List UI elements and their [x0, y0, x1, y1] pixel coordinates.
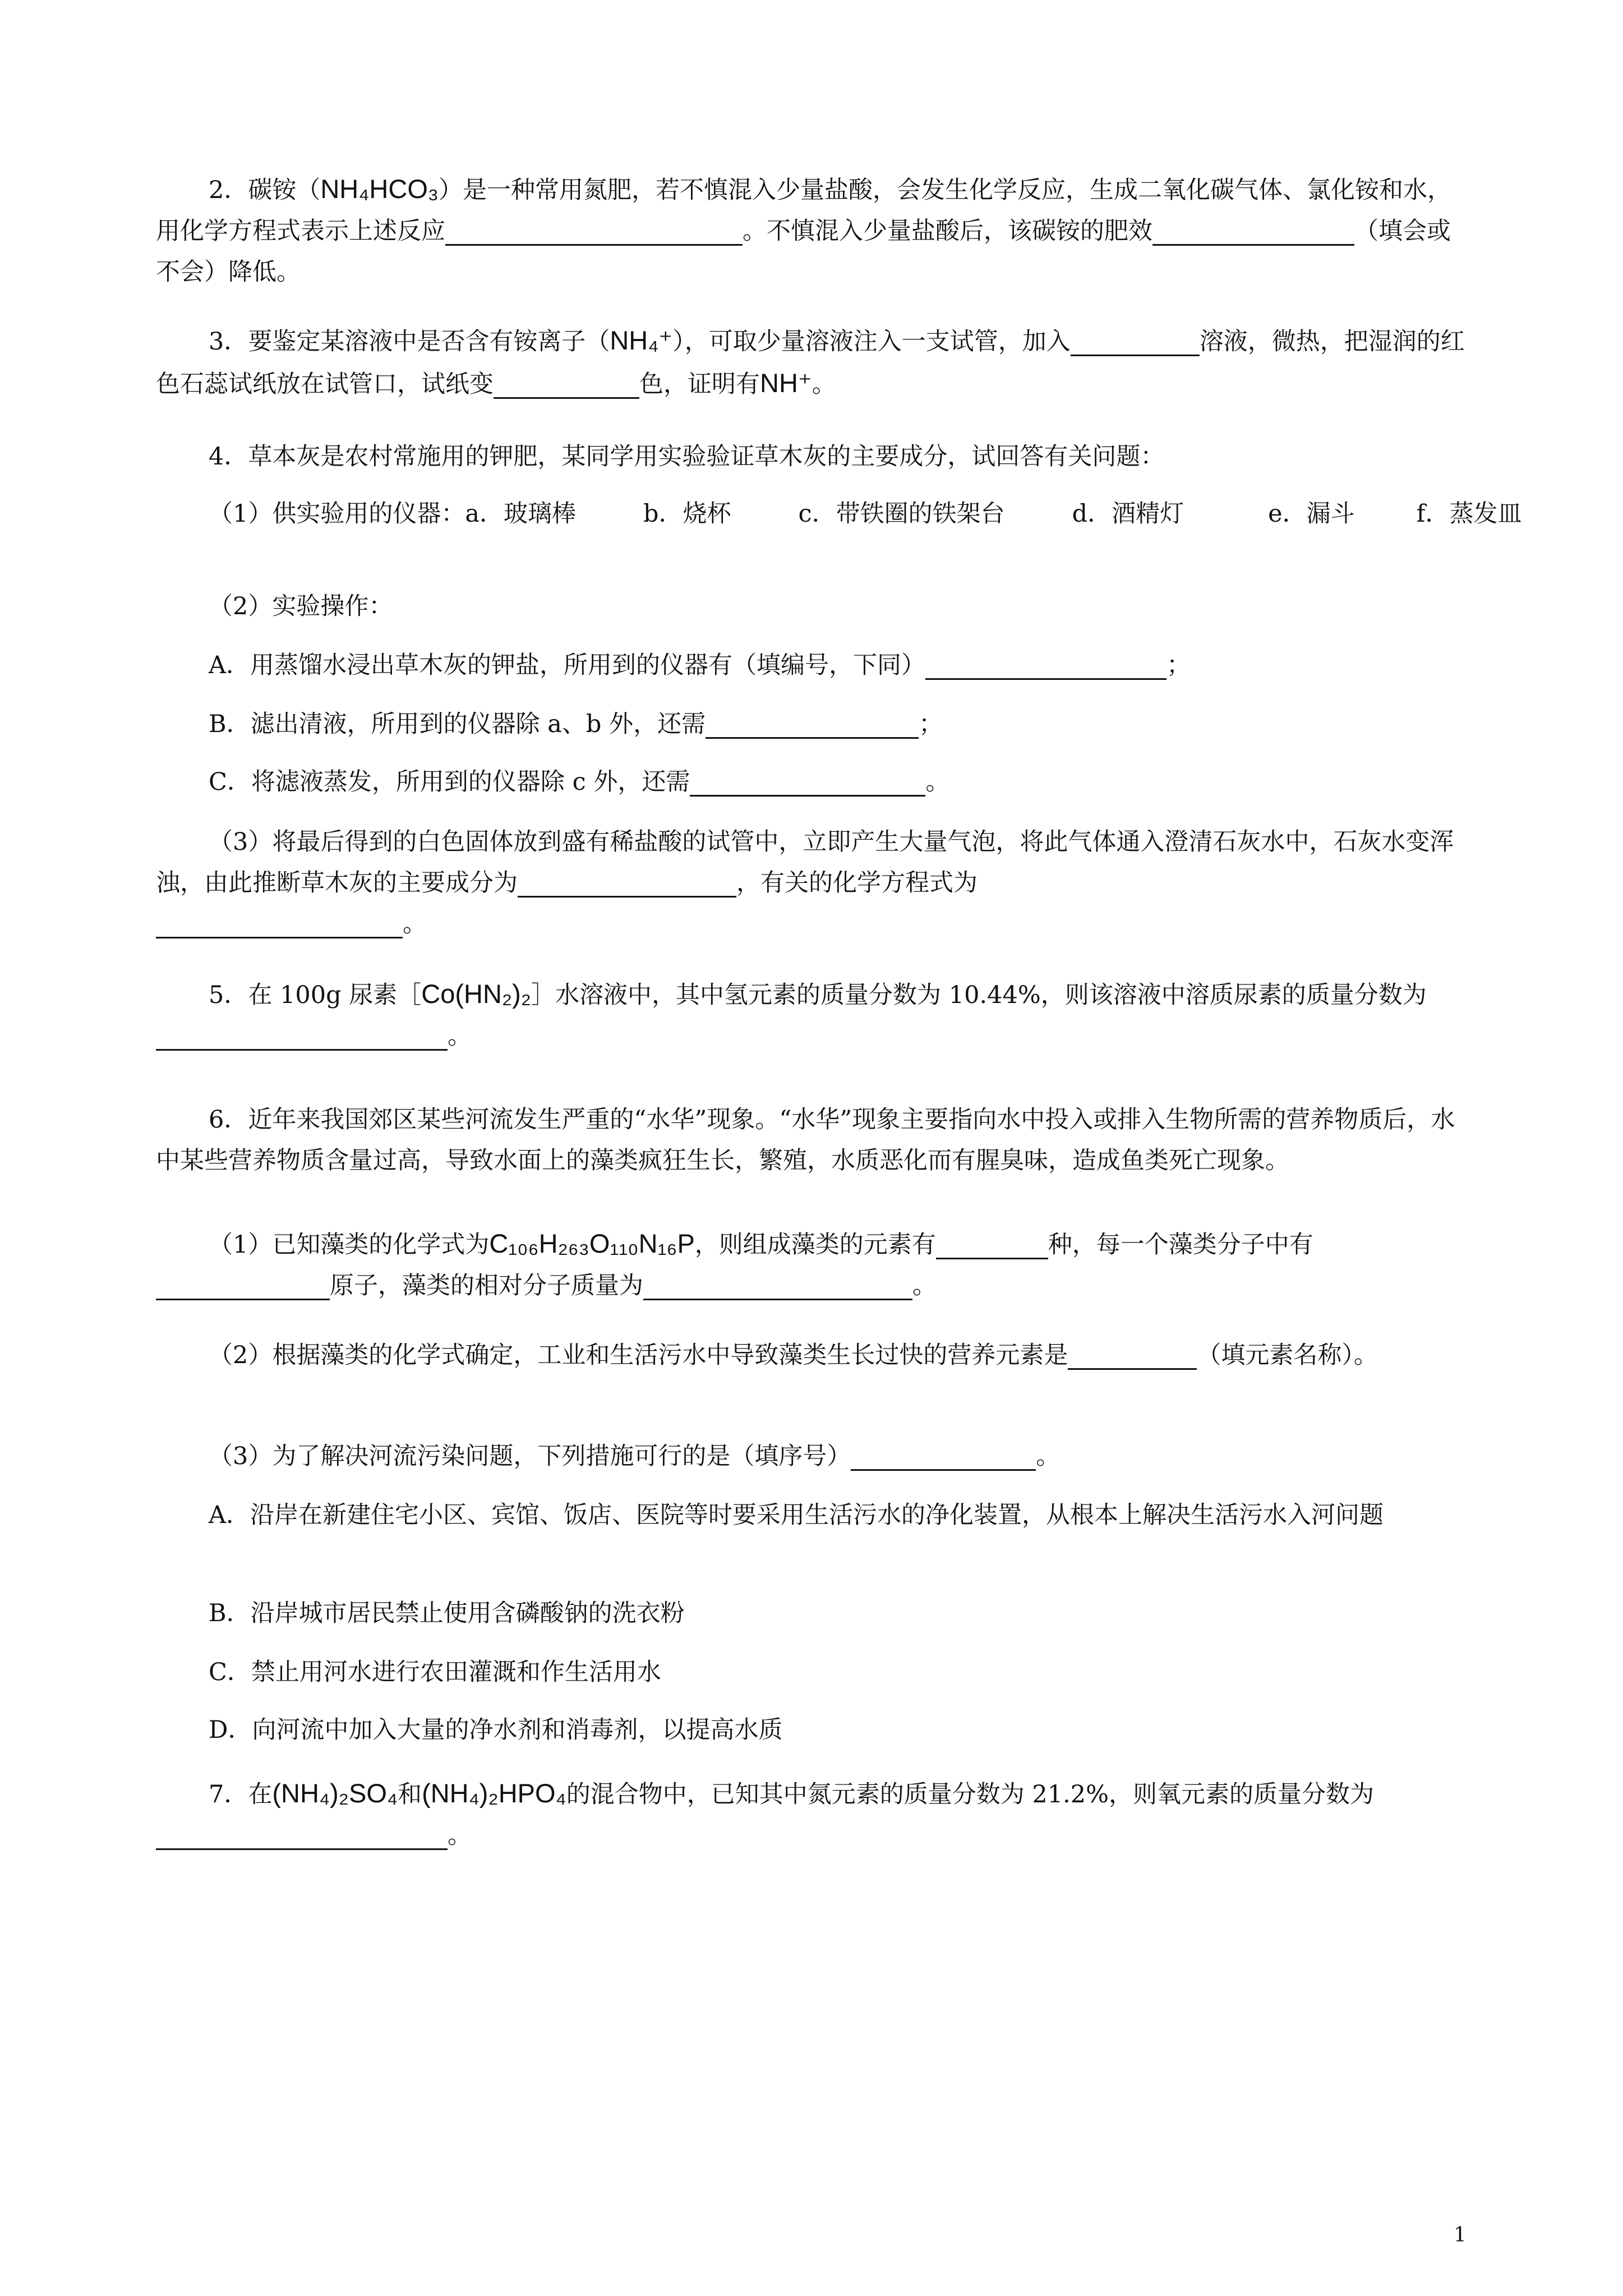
question-6-stem: 6．近年来我国郊区某些河流发生严重的“水华”现象。“水华”现象主要指向水中投入或排入生物所需的营养物质后，水中某些营养物质含量过高，导致水面上的藻类疯狂生长，繁殖，水质恶化而有腥臭味，造成鱼类死亡现象。	[156, 1106, 1455, 1175]
formula-nh4hco3: NH₄HCO₃	[320, 174, 439, 204]
instrument-b: b．烧杯	[643, 500, 731, 528]
answer-blank[interactable]	[643, 1274, 912, 1300]
answer-blank[interactable]	[936, 1233, 1048, 1259]
question-5: 5．在 100g 尿素［Co(HN₂)₂］水溶液中，其中氢元素的质量分数为 10.44%，则该溶液中溶质尿素的质量分数为。	[156, 973, 1471, 1057]
answer-blank[interactable]	[690, 770, 925, 797]
answer-blank[interactable]	[156, 1274, 330, 1300]
question-6-option-a: A．沿岸在新建住宅小区、宾馆、饭店、医院等时要采用生活污水的净化装置，从根本上解决生活污水入河问题	[209, 1501, 1384, 1529]
answer-blank[interactable]	[851, 1444, 1036, 1471]
question-2: 2．碳铵（NH₄HCO₃）是一种常用氮肥，若不慎混入少量盐酸，会发生化学反应，生成二氧化碳气体、氯化铵和水，用化学方程式表示上述反应 。不慎混入少量盐酸后，该碳铵的肥效 （填会或不会）降低。	[156, 174, 1452, 286]
answer-blank[interactable]	[518, 871, 736, 898]
formula-algae: C₁₀₆H₂₆₃O₁₁₀N₁₆P	[489, 1228, 695, 1258]
instrument-f: f．蒸发皿	[1416, 500, 1522, 528]
instrument-d: d．酒精灯	[1072, 500, 1184, 528]
question-6-part-2: （2）根据藻类的化学式确定，工业和生活污水中导致藻类生长过快的营养元素是 （填元素名称）。	[209, 1341, 1378, 1369]
answer-blank[interactable]	[156, 1824, 448, 1850]
question-7: 7．在(NH₄)₂SO₄和(NH₄)₂HPO₄的混合物中，已知其中氮元素的质量分数为 21.2%，则氧元素的质量分数为。	[156, 1773, 1471, 1856]
answer-blank[interactable]	[706, 712, 919, 739]
question-6-option-d: D．向河流中加入大量的净水剂和消毒剂，以提高水质	[209, 1716, 783, 1744]
question-6-part-1: （1）已知藻类的化学式为C₁₀₆H₂₆₃O₁₁₀N₁₆P，则组成藻类的元素有 种，每一个藻类分子中有原子，藻类的相对分子质量为 。	[156, 1223, 1471, 1306]
instrument-c: c．带铁圈的铁架台	[798, 500, 1005, 528]
question-3: 3．要鉴定某溶液中是否含有铵离子（NH₄⁺），可取少量溶液注入一支试管，加入 溶液，微热，把湿润的红色石蕊试纸放在试管口，试纸变 色，证明有NH⁺。	[156, 325, 1465, 398]
answer-blank[interactable]	[925, 654, 1166, 680]
instrument-e: e．漏斗	[1268, 500, 1355, 528]
answer-blank[interactable]	[156, 912, 403, 938]
formula-urea: Co(HN₂)₂	[421, 979, 532, 1009]
answer-blank[interactable]	[156, 1024, 448, 1051]
answer-blank[interactable]	[1071, 330, 1200, 356]
formula-nh4-ion: NH₄⁺	[610, 325, 673, 355]
question-4-part-3: （3）将最后得到的白色固体放到盛有稀盐酸的试管中，立即产生大量气泡，将此气体通入澄清石灰水中，石灰水变浑浊，由此推断草木灰的主要成分为 ，有关的化学方程式为 。	[156, 828, 1454, 938]
question-4-op-title: （2）实验操作：	[209, 592, 393, 620]
formula-nh-ion: NH⁺	[760, 368, 812, 398]
instrument-a: a．玻璃棒	[465, 500, 576, 528]
page-number: 1	[1454, 2224, 1467, 2247]
formula-ammonium-sulfate: (NH₄)₂SO₄	[272, 1778, 398, 1808]
question-4-op-c: C．将滤液蒸发，所用到的仪器除 c 外，还需 。	[209, 768, 950, 796]
answer-blank[interactable]	[445, 219, 743, 246]
question-6-option-b: B．沿岸城市居民禁止使用含磷酸钠的洗衣粉	[209, 1599, 685, 1627]
question-4-stem: 4．草本灰是农村常施用的钾肥，某同学用实验验证草木灰的主要成分，试回答有关问题：	[209, 443, 1165, 471]
question-4-op-a: A．用蒸馏水浸出草木灰的钾盐，所用到的仪器有（填编号，下同） ；	[209, 651, 1191, 679]
question-4-op-b: B．滤出清液，所用到的仪器除 a、b 外，还需 ；	[209, 710, 943, 738]
answer-blank[interactable]	[1068, 1343, 1197, 1370]
answer-blank[interactable]	[1152, 219, 1354, 246]
formula-ammonium-hydrogen-phosphate: (NH₄)₂HPO₄	[422, 1778, 566, 1808]
answer-blank[interactable]	[494, 372, 639, 399]
question-4-instruments: （1）供实验用的仪器：a．玻璃棒 b．烧杯 c．带铁圈的铁架台 d．酒精灯 e．漏斗 f．蒸发皿	[209, 500, 1522, 528]
question-6-part-3: （3）为了解决河流污染问题，下列措施可行的是（填序号） 。	[209, 1442, 1061, 1470]
question-6-option-c: C．禁止用河水进行农田灌溉和作生活用水	[209, 1658, 661, 1686]
